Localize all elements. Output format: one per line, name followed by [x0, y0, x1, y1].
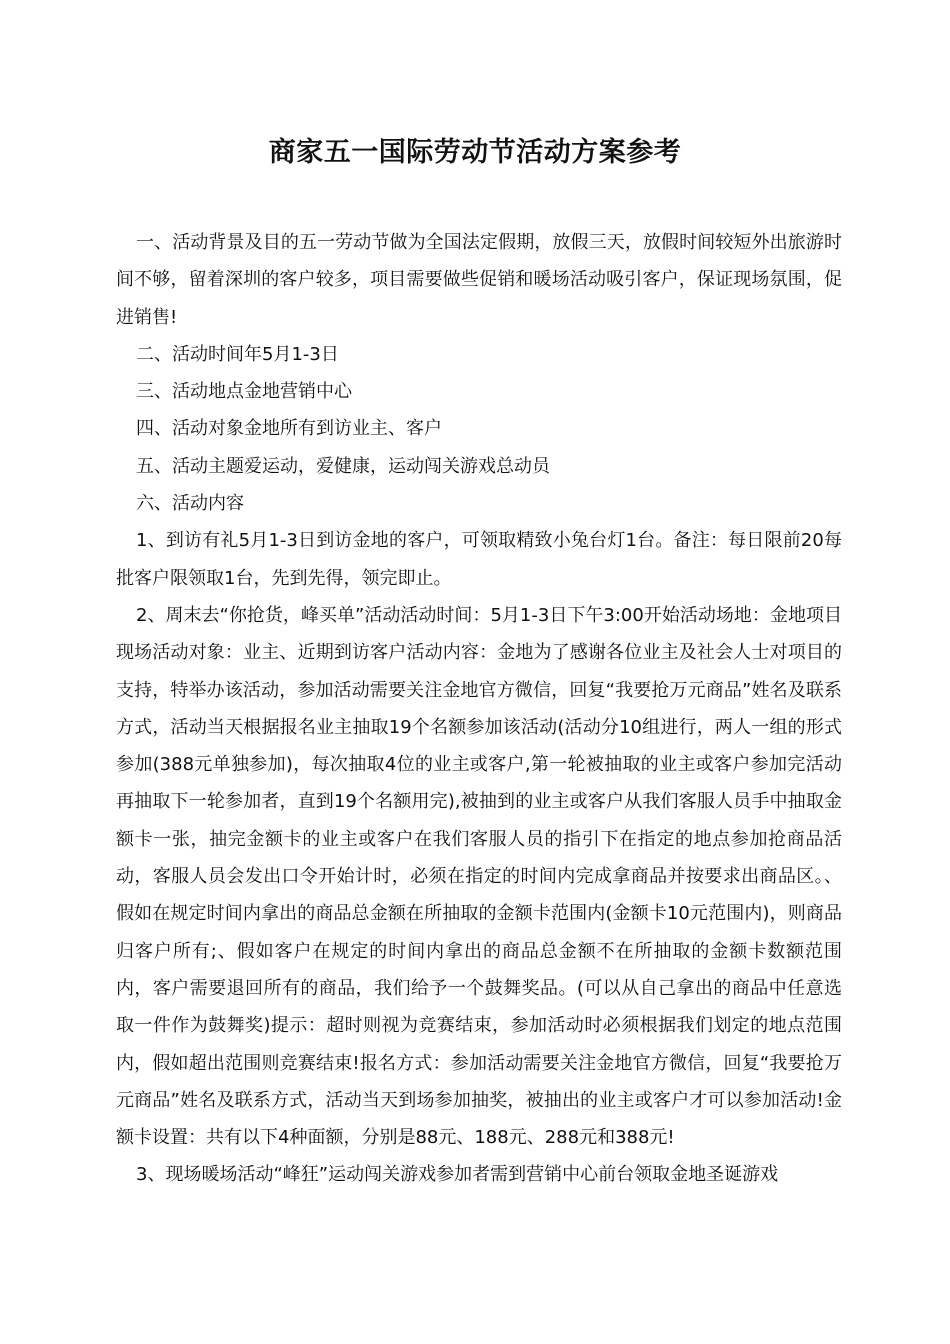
paragraph-theme: 五、活动主题爱运动，爱健康，运动闯关游戏总动员 — [136, 455, 550, 477]
paragraph-visit-gift: 1、到访有礼5月1-3日到访金地的客户，可领取精致小兔台灯1台。备注：每日限前20每批客户限领取1台，先到先得，领完即止。 — [116, 530, 842, 589]
paragraph-audience: 四、活动对象金地所有到访业主、客户 — [136, 418, 442, 440]
paragraph-background: 一、活动背景及目的五一劳动节做为全国法定假期，放假三天，放假时间较短外出旅游时间不够，留着深圳的客户较多，项目需要做些促销和暖场活动吸引客户，保证现场氛围，促进销售! — [116, 232, 842, 328]
paragraph-warmup-event: 3、现场暖场活动“峰狂”运动闯关游戏参加者需到营销中心前台领取金地圣诞游戏 — [136, 1164, 779, 1186]
paragraph-time: 二、活动时间年5月1-3日 — [136, 343, 339, 365]
paragraph-weekend-event: 2、周末去“你抢货，峰买单”活动活动时间：5月1-3日下午3:00开始活动场地：金地项目现场活动对象：业主、近期到访客户活动内容：金地为了感谢各位业主及社会人士对项目的支持，特举办该活动，参加活动需要关注金地官方微信，回复“我要抢万元商品”姓名及联系方式，活动当天根据报名业主抽取19个名额参加该活动(活动分10组进行，两人一组的形式参加(388元单独参加)，每次抽取4位的业主或客户,第一轮被抽取的业主或客户参加完活动再抽取下一轮参加者，直到19个名额用完),被抽到的业主或客户从我们客服人员手中抽取金额卡一张，抽完金额卡的业主或客户在我们客服人员的指引下在指定的地点参加抢商品活动，客服人员会发出口令开始计时，必须在指定的时间内完成拿商品并按要求出商品区。、假如在规定时间内拿出的商品总金额在所抽取的金额卡范围内(金额卡10元范围内)，则商品归客户所有;、假如客户在规定的时间内拿出的商品总金额不在所抽取的金额卡数额范围内，客户需要退回所有的商品，我们给予一个鼓舞奖品。(可以从自己拿出的商品中任意选取一件作为鼓舞奖)提示：超时则视为竞赛结束，参加活动时必须根据我们划定的地点范围内，假如超出范围则竞赛结束!报名方式：参加活动需要关注金地官方微信，回复“我要抢万元商品”姓名及联系方式，活动当天到场参加抽奖，被抽出的业主或客户才可以参加活动!金额卡设置：共有以下4种面额，分别是88元、188元、288元和388元! — [116, 604, 842, 1149]
document-title: 商家五一国际劳动节活动方案参考 — [268, 137, 682, 168]
paragraph-location: 三、活动地点金地营销中心 — [136, 381, 352, 403]
paragraph-content-heading: 六、活动内容 — [136, 493, 244, 515]
document-body — [116, 224, 842, 1194]
